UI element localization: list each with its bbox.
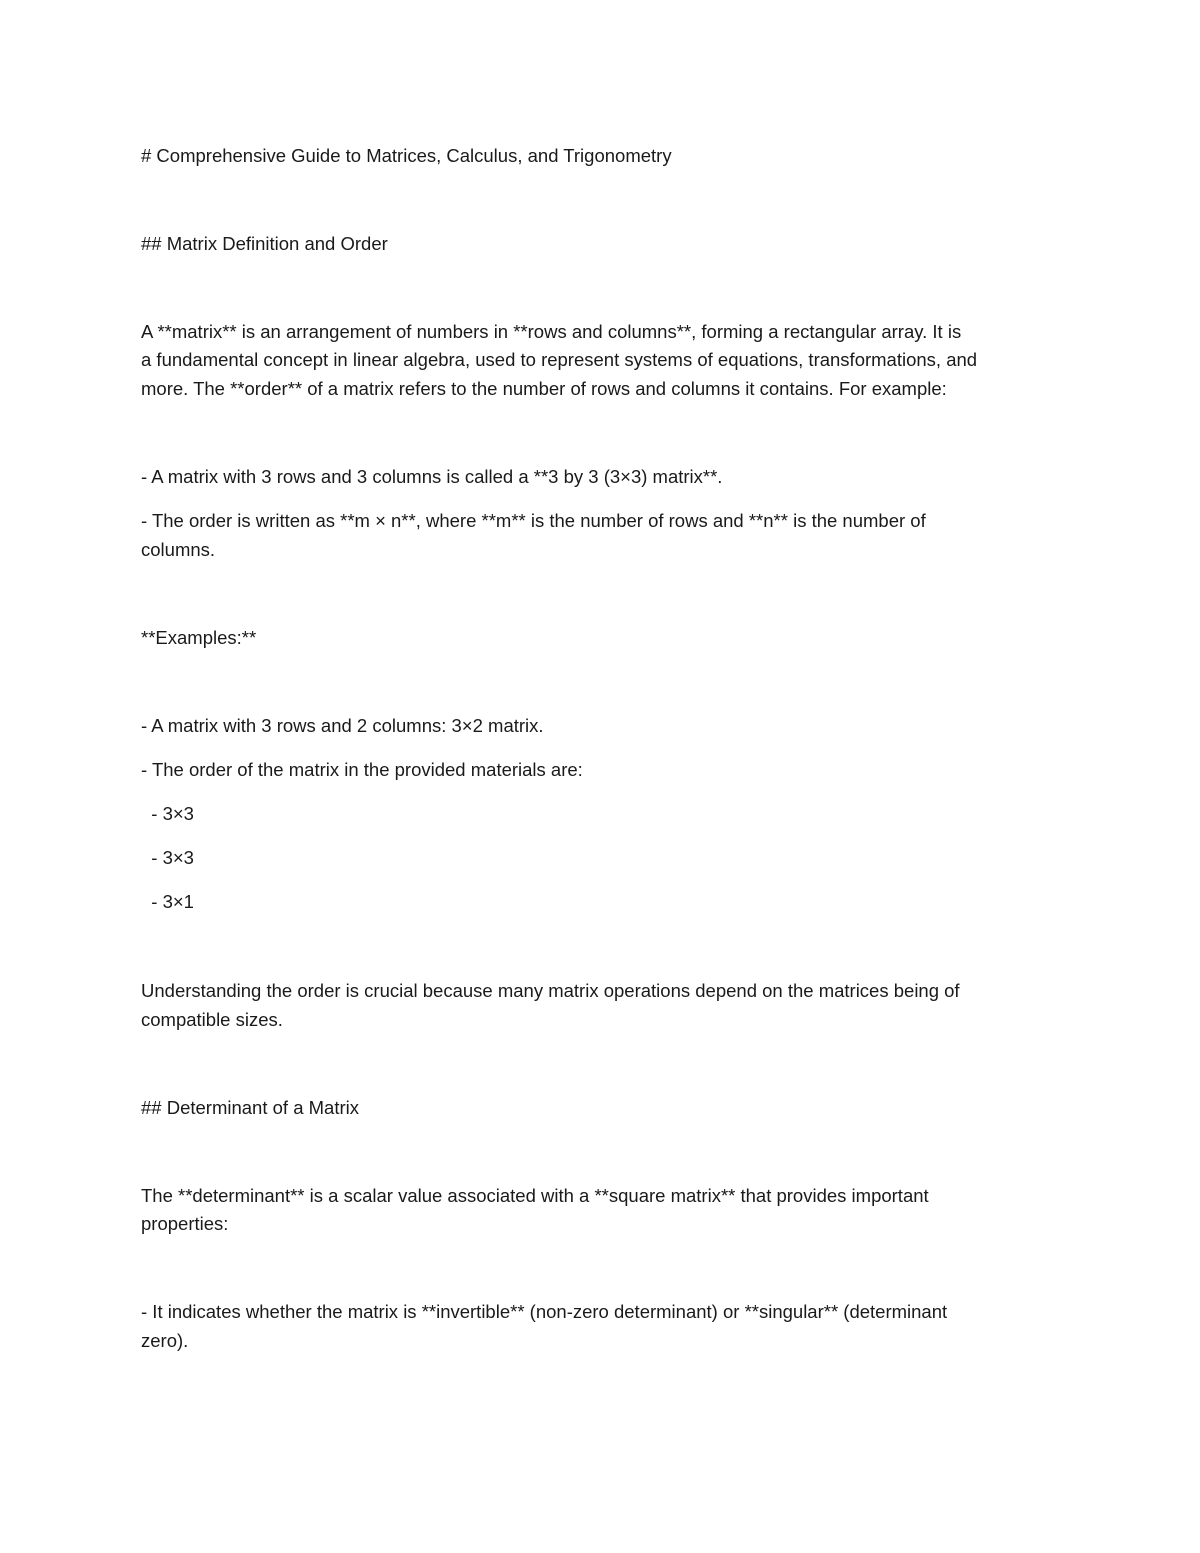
- paragraph-line: properties:: [141, 1213, 229, 1234]
- paragraph-line: A **matrix** is an arrangement of numbers in **rows and columns**, forming a rectangular array. It is: [141, 321, 962, 342]
- list-item: - A matrix with 3 rows and 3 columns is called a **3 by 3 (3×3) matrix**.: [141, 466, 723, 487]
- examples-label: **Examples:**: [141, 627, 257, 648]
- list-item-continuation: zero).: [141, 1330, 189, 1351]
- sub-list-item: - 3×3: [141, 803, 194, 824]
- sub-list-item: - 3×1: [141, 891, 194, 912]
- document-title: # Comprehensive Guide to Matrices, Calculus, and Trigonometry: [141, 145, 672, 166]
- list-item: - It indicates whether the matrix is **invertible** (non-zero determinant) or **singular** (determinant: [141, 1301, 948, 1322]
- section-heading-matrix-definition: ## Matrix Definition and Order: [141, 233, 388, 254]
- list-item: - A matrix with 3 rows and 2 columns: 3×2 matrix.: [141, 715, 544, 736]
- paragraph-line: Understanding the order is crucial because many matrix operations depend on the matrices being of: [141, 980, 960, 1001]
- section-heading-determinant: ## Determinant of a Matrix: [141, 1097, 359, 1118]
- list-item: - The order of the matrix in the provided materials are:: [141, 759, 583, 780]
- list-item-continuation: columns.: [141, 539, 216, 560]
- list-item: - The order is written as **m × n**, where **m** is the number of rows and **n** is the number of: [141, 510, 926, 531]
- sub-list-item: - 3×3: [141, 847, 194, 868]
- paragraph-line: compatible sizes.: [141, 1009, 283, 1030]
- paragraph-line: The **determinant** is a scalar value associated with a **square matrix** that provides important: [141, 1185, 929, 1206]
- paragraph-line: more. The **order** of a matrix refers to the number of rows and columns it contains. For example:: [141, 378, 947, 399]
- paragraph-line: a fundamental concept in linear algebra, used to represent systems of equations, transformations, and: [141, 349, 978, 370]
